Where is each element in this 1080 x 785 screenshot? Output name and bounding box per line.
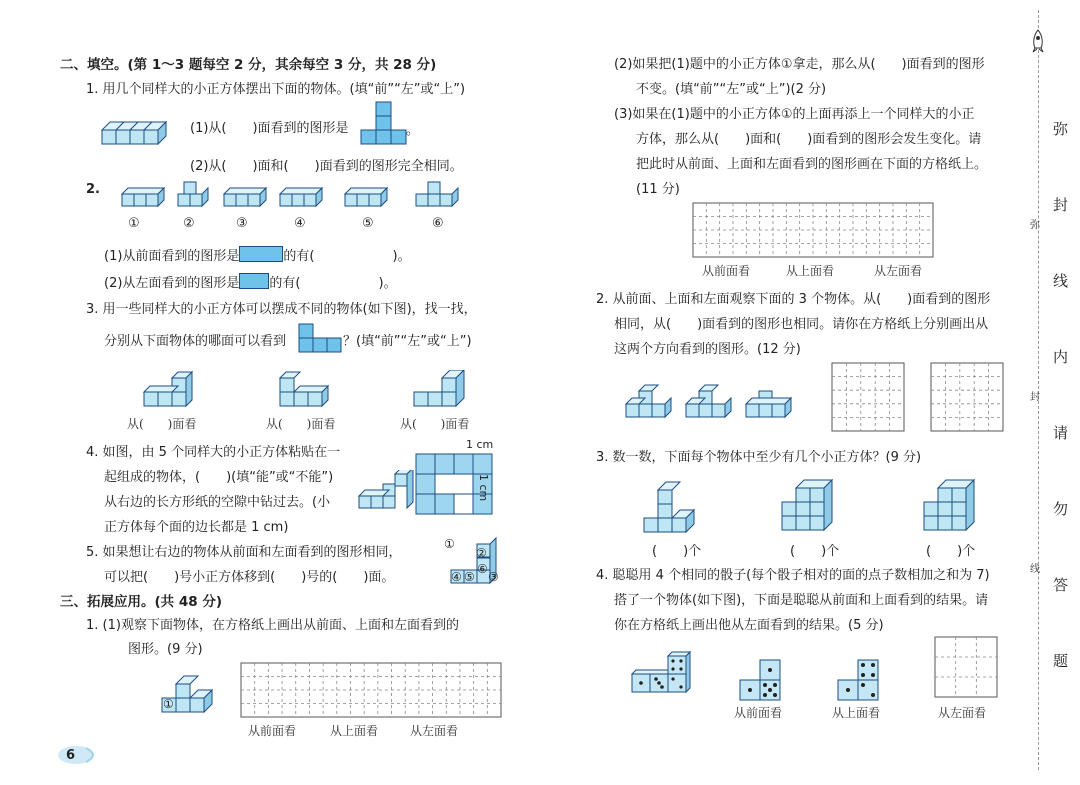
q4-line2: 起组成的物体，( )(填“能”或“不能”) [104, 470, 334, 485]
r1-grid-paper [692, 202, 934, 258]
rocket-icon [1028, 28, 1048, 54]
r2-grid-1 [831, 362, 905, 432]
r1-part3-line3: 把此时从前面、上面和左面看到的图形画在下面的方格纸上。 [636, 157, 988, 172]
r4-caption-left: 从左面看 [938, 706, 987, 720]
q2-shape-three [239, 246, 283, 262]
r1-part2-line1: (2)如果把(1)题中的小正方体①拿走，那么从( )面看到的图形 [614, 57, 985, 72]
r1-part3-line4: (11 分) [636, 182, 680, 197]
sidebar-char-1: 弥 [1053, 120, 1069, 138]
r3-caption-3: ( )个 [926, 544, 976, 559]
q2-circle-4: ④ [294, 216, 306, 231]
q5-num-4: ④ [451, 570, 462, 584]
q4-cube-object [355, 470, 415, 516]
q5-num-6: ⑥ [477, 562, 488, 576]
page-number-badge [56, 744, 102, 766]
q2-circle-2: ② [183, 216, 195, 231]
q4-dimension-top: 1 cm [466, 438, 494, 451]
sidebar-char-3: 线 [1053, 272, 1069, 290]
q3-target-shape [298, 322, 344, 354]
r1-caption-top: 从上面看 [786, 264, 835, 278]
sidebar-small-1: 弥 [1030, 220, 1040, 231]
q2-part1 [104, 245, 411, 264]
r1-caption-front: 从前面看 [702, 264, 751, 278]
q4-line4: 正方体每个面的边长都是 1 cm) [104, 520, 289, 535]
q2-circle-labels [0, 216, 480, 234]
q1-part1: (1)从( )面看到的图形是 [190, 121, 349, 136]
q5-line2: 可以把( )号小正方体移到( )号的( )面。 [104, 570, 395, 585]
r2-line2: 相同，从( )面看到的图形也相同。请你在方格纸上分别画出从 [614, 317, 989, 332]
q4-line3: 从右边的长方形纸的空隙中钻过去。(小 [104, 495, 331, 510]
r4-caption-top: 从上面看 [832, 706, 881, 720]
r4-line3: 你在方格纸上画出他从左面看到的结果。(5 分) [614, 618, 884, 633]
q5-num-5: ⑤ [464, 570, 475, 584]
q2-part2-pre: (2)从左面看到的图形是 [104, 276, 240, 291]
r1-part2-line2: 不变。(填“前”“左”或“上”)(2 分) [636, 82, 827, 97]
q2-part1-pre: (1)从前面看到的图形是 [104, 249, 240, 264]
q2-circle-5: ⑤ [362, 216, 374, 231]
q2-part2 [104, 272, 397, 291]
r4-line1: 4. 聪聪用 4 个相同的骰子(每个骰子相对的面的点子数相加之和为 7) [596, 568, 990, 583]
r2-line3: 这两个方向看到的图形。(12 分) [614, 342, 801, 357]
sidebar-char-6: 勿 [1053, 500, 1069, 518]
page-number: 6 [66, 748, 76, 763]
q3-figures [140, 370, 480, 410]
r4-top-view [836, 658, 882, 702]
sidebar-small-3: 线 [1030, 564, 1040, 575]
q1-part2: (2)从( )面和( )面看到的图形完全相同。 [190, 159, 463, 174]
sidebar-char-7: 答 [1053, 576, 1069, 594]
sidebar-char-8: 题 [1053, 652, 1069, 670]
q1-answer-shape [360, 100, 410, 146]
q2-label: 2. [86, 182, 100, 197]
r2-line1: 2. 从前面、上面和左面观察下面的 3 个物体。从( )面看到的图形 [596, 292, 991, 307]
sidebar-char-4: 内 [1053, 348, 1069, 366]
e1-caption-front: 从前面看 [248, 724, 297, 738]
e1-line2: 图形。(9 分) [128, 642, 203, 657]
e1-cube-number: ① [163, 697, 174, 711]
q3-line2-pre: 分别从下面物体的哪面可以看到 [104, 334, 287, 349]
sidebar-char-5: 请 [1053, 424, 1069, 442]
sidebar-small-2: 封 [1030, 392, 1040, 403]
r4-front-view [738, 658, 784, 702]
q3-line2-post: ？(填“前”“左”或“上”) [343, 334, 472, 349]
q4-line1: 4. 如图，由 5 个同样大的小正方体粘贴在一 [86, 445, 341, 460]
q1-cube-figure [100, 118, 170, 154]
q1-period: 。 [406, 123, 420, 138]
q4-dimension-side: 1 cm [477, 474, 490, 502]
q3-line2 [104, 330, 286, 349]
q2-shape-two [239, 273, 269, 289]
q2-circle-1: ① [128, 216, 140, 231]
q2-part2-post: 的有( )。 [269, 276, 397, 291]
sidebar-char-2: 封 [1053, 196, 1069, 214]
q1-stem: 1. 用几个同样大的小正方体摆出下面的物体。(填“前”“左”或“上”) [86, 82, 466, 97]
q2-six-figures [120, 180, 470, 218]
q5-num-1: ① [444, 537, 455, 551]
r3-line1: 3. 数一数，下面每个物体中至少有几个小正方体？(9 分) [596, 450, 922, 465]
q3-caption-3: 从( )面看 [400, 417, 470, 431]
e1-grid-paper [240, 662, 502, 718]
section-2-title: 二、填空。(第 1～3 题每空 2 分，其余每空 3 分，共 28 分) [60, 57, 437, 73]
r1-caption-left: 从左面看 [874, 264, 923, 278]
r1-part3-line2: 方体，那么从( )面和( )面看到的图形会发生变化。请 [636, 132, 982, 147]
q3-caption-1: 从( )面看 [127, 417, 197, 431]
r3-caption-1: ( )个 [652, 544, 702, 559]
q5-num-3: ③ [488, 570, 499, 584]
section-3-title: 三、拓展应用。(共 48 分) [60, 594, 223, 610]
r2-three-objects [622, 378, 802, 426]
r4-line2: 搭了一个物体(如下图)，下面是聪聪从前面和上面看到的结果。请 [614, 593, 989, 608]
r4-caption-front: 从前面看 [734, 706, 783, 720]
r3-caption-2: ( )个 [790, 544, 840, 559]
q5-line1: 5. 如果想让右边的物体从前面和左面看到的图形相同， [86, 545, 402, 560]
e1-line1: 1. (1)观察下面物体，在方格纸上画出从前面、上面和左面看到的 [86, 618, 459, 633]
q2-part1-post: 的有( )。 [283, 249, 411, 264]
q2-circle-3: ③ [236, 216, 248, 231]
q3-caption-2: 从( )面看 [266, 417, 336, 431]
q2-circle-6: ⑥ [432, 216, 444, 231]
r4-dice-object [630, 642, 692, 702]
r3-three-objects [640, 470, 1000, 536]
r4-grid [934, 636, 998, 698]
r1-part3-line1: (3)如果在(1)题中的小正方体①的上面再添上一个同样大的小正 [614, 107, 975, 122]
q5-num-2: ② [476, 546, 487, 560]
q3-line1: 3. 用一些同样大的小正方体可以摆成不同的物体(如下图)，找一找， [86, 302, 477, 317]
e1-caption-top: 从上面看 [330, 724, 379, 738]
r2-grid-2 [930, 362, 1004, 432]
e1-caption-left: 从左面看 [410, 724, 459, 738]
